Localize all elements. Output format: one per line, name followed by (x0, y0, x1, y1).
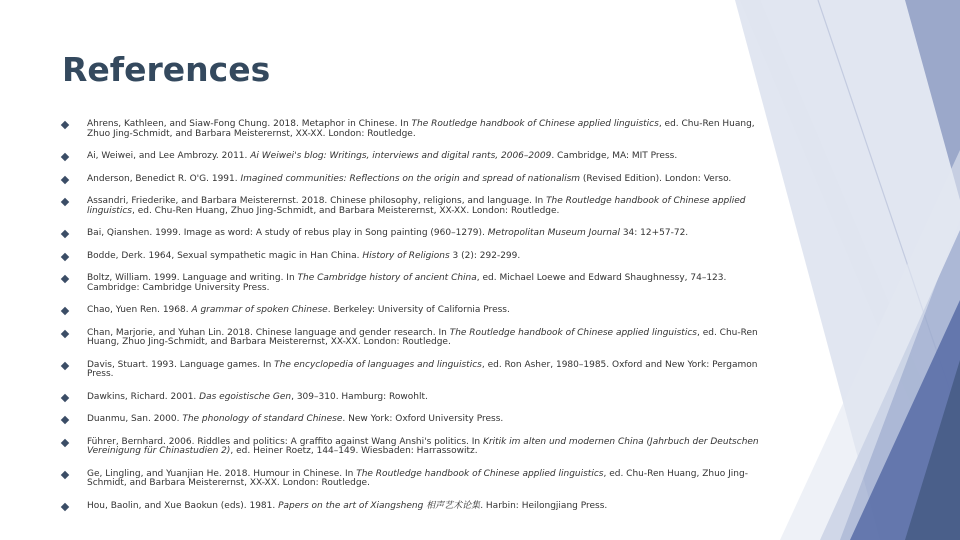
reference-text-plain: Ge, Lingling, and Yuanjian He. 2018. Humour in Chinese. In (87, 468, 357, 479)
reference-text-plain: Boltz, William. 1999. Language and writing. In (87, 273, 298, 283)
reference-list (62, 120, 768, 524)
reference-text-plain-end: , ed. Ron Asher, 1980–1985. Oxford and New York: Pergamon Press. (87, 359, 758, 379)
reference-text-title: History of Religions (362, 250, 450, 261)
reference-item (62, 361, 768, 380)
reference-text-title: The Routledge handbook of Chinese applied linguistics (411, 119, 659, 129)
reference-text-plain: Duanmu, San. 2000. (87, 414, 183, 424)
reference-item (62, 393, 768, 403)
reference-item (62, 306, 768, 316)
reference-text-title: Das egoistische Gen (199, 391, 292, 402)
reference-text-title: The Cambridge history of ancient China (297, 273, 477, 283)
reference-text-title: Ai Weiwei's blog: Writings, interviews and digital rants, 2006–2009 (250, 151, 552, 161)
diamond-bullet-icon (62, 417, 69, 424)
diamond-bullet-icon (62, 231, 69, 238)
diamond-bullet-icon (62, 331, 69, 338)
reference-text (87, 228, 688, 238)
reference-text-plain: Ai, Weiwei, and Lee Ambrozy. 2011. (87, 151, 251, 161)
reference-text-plain: Ahrens, Kathleen, and Siaw-Fong Chung. 2018. Metaphor in Chinese. In (87, 119, 412, 129)
reference-text (87, 328, 758, 348)
reference-text-plain-end: (Revised Edition). London: Verso. (580, 173, 732, 184)
reference-text-plain-end: , ed. Chu-Ren Huang, Zhuo Jing-Schmidt, and Barbara Meisterernst, XX-XX. London: Routledge. (131, 205, 560, 216)
reference-text-plain: Chan, Marjorie, and Yuhan Lin. 2018. Chinese language and gender research. In (87, 327, 450, 338)
reference-item (62, 197, 768, 216)
reference-text-plain-end: , 309–310. Hamburg: Rowohlt. (291, 391, 428, 402)
reference-item (62, 470, 768, 489)
reference-text-plain: Davis, Stuart. 1993. Language games. In (87, 359, 275, 370)
reference-text-title: The Routledge handbook of Chinese applied linguistics (449, 327, 697, 338)
reference-text (87, 305, 510, 315)
reference-text (87, 501, 607, 511)
reference-item (62, 329, 768, 348)
reference-item (62, 152, 768, 162)
reference-text-plain: Chao, Yuen Ren. 1968. (87, 305, 192, 315)
diamond-bullet-icon (62, 177, 69, 184)
reference-text-plain: Führer, Bernhard. 2006. Riddles and politics: A graffito against Wang Anshi's politics. In (87, 436, 483, 447)
reference-text (87, 151, 677, 161)
reference-text-plain-end: , ed. Chu-Ren Huang, Zhuo Jing-Schmidt, and Barbara Meisterernst, XX-XX. London: Routledge. (87, 119, 755, 139)
reference-text-plain: Assandri, Friederike, and Barbara Meisterernst. 2018. Chinese philosophy, religions, and language. In (87, 196, 547, 206)
reference-text (87, 414, 503, 424)
reference-text (87, 392, 428, 402)
reference-text-plain-end: . New York: Oxford University Press. (342, 414, 504, 424)
reference-text-plain-end: 34: 12+57-72. (619, 228, 689, 238)
diamond-bullet-icon (62, 308, 69, 315)
reference-text (87, 360, 758, 380)
diamond-bullet-icon (62, 254, 69, 261)
reference-text-plain-end: , ed. Michael Loewe and Edward Shaughnessy, 74–123. Cambridge: Cambridge University Press. (87, 273, 727, 293)
diamond-bullet-icon (62, 154, 69, 161)
reference-text (87, 196, 746, 216)
reference-text-title: The Routledge handbook of Chinese applied linguistics (356, 468, 604, 479)
reference-item (62, 175, 768, 185)
diamond-bullet-icon (62, 199, 69, 206)
diamond-bullet-icon (62, 276, 69, 283)
reference-text-title: The Routledge handbook of Chinese applied linguistics (87, 196, 746, 216)
reference-text-title: Imagined communities: Reflections on the origin and spread of nationalism (240, 173, 581, 184)
reference-text (87, 437, 759, 457)
reference-text-plain-end: . Harbin: Heilongjiang Press. (480, 500, 608, 511)
reference-text-plain-end: , ed. Heiner Roetz, 144–149. Wiesbaden: Harrassowitz. (230, 446, 478, 456)
reference-text-title: A grammar of spoken Chinese (191, 305, 328, 315)
reference-text (87, 174, 731, 184)
reference-text-plain: Bodde, Derk. 1964, Sexual sympathetic magic in Han China. (87, 250, 363, 261)
reference-text-plain-end: . Cambridge, MA: MIT Press. (551, 151, 678, 161)
reference-text-plain-end: . Berkeley: University of California Press. (327, 305, 510, 315)
diamond-bullet-icon (62, 122, 69, 129)
diamond-bullet-icon (62, 395, 69, 402)
reference-text (87, 251, 520, 261)
reference-text-title: Kritik im alten und modernen China (Jahrbuch der Deutschen Vereinigung für Chinastudien 2) (87, 436, 759, 456)
reference-item (62, 274, 768, 293)
reference-item (62, 415, 768, 425)
reference-text-plain: Hou, Baolin, and Xue Baokun (eds). 1981. (87, 500, 279, 511)
diamond-bullet-icon (62, 440, 69, 447)
reference-text-plain: Anderson, Benedict R. O'G. 1991. (87, 173, 241, 184)
reference-item (62, 120, 768, 139)
reference-item (62, 252, 768, 262)
reference-text-plain-end: 3 (2): 292-299. (449, 250, 521, 261)
reference-text-title: Papers on the art of Xiangsheng 相声艺术论集 (278, 500, 481, 511)
diamond-bullet-icon (62, 363, 69, 370)
diamond-bullet-icon (62, 472, 69, 479)
diamond-bullet-icon (62, 504, 69, 511)
reference-text-plain: Dawkins, Richard. 2001. (87, 391, 200, 402)
reference-text (87, 469, 748, 489)
reference-item (62, 438, 768, 457)
reference-text-plain-end: , ed. Chu-Ren Huang, Zhuo Jing-Schmidt, and Barbara Meisterernst, XX-XX. London: Routledge. (87, 327, 758, 347)
reference-text-title: Metropolitan Museum Journal (487, 228, 620, 238)
slide-title: References (62, 50, 271, 89)
reference-item (62, 502, 768, 512)
reference-text (87, 119, 755, 139)
reference-item (62, 229, 768, 239)
reference-text (87, 273, 726, 293)
reference-text-plain: Bai, Qianshen. 1999. Image as word: A study of rebus play in Song painting (960–1279). (87, 228, 488, 238)
reference-text-title: The encyclopedia of languages and linguistics (274, 359, 482, 370)
reference-text-title: The phonology of standard Chinese (182, 414, 343, 424)
reference-text-plain-end: , ed. Chu-Ren Huang, Zhuo Jing-Schmidt, and Barbara Meisterernst, XX-XX. London: Routledge. (87, 468, 748, 488)
